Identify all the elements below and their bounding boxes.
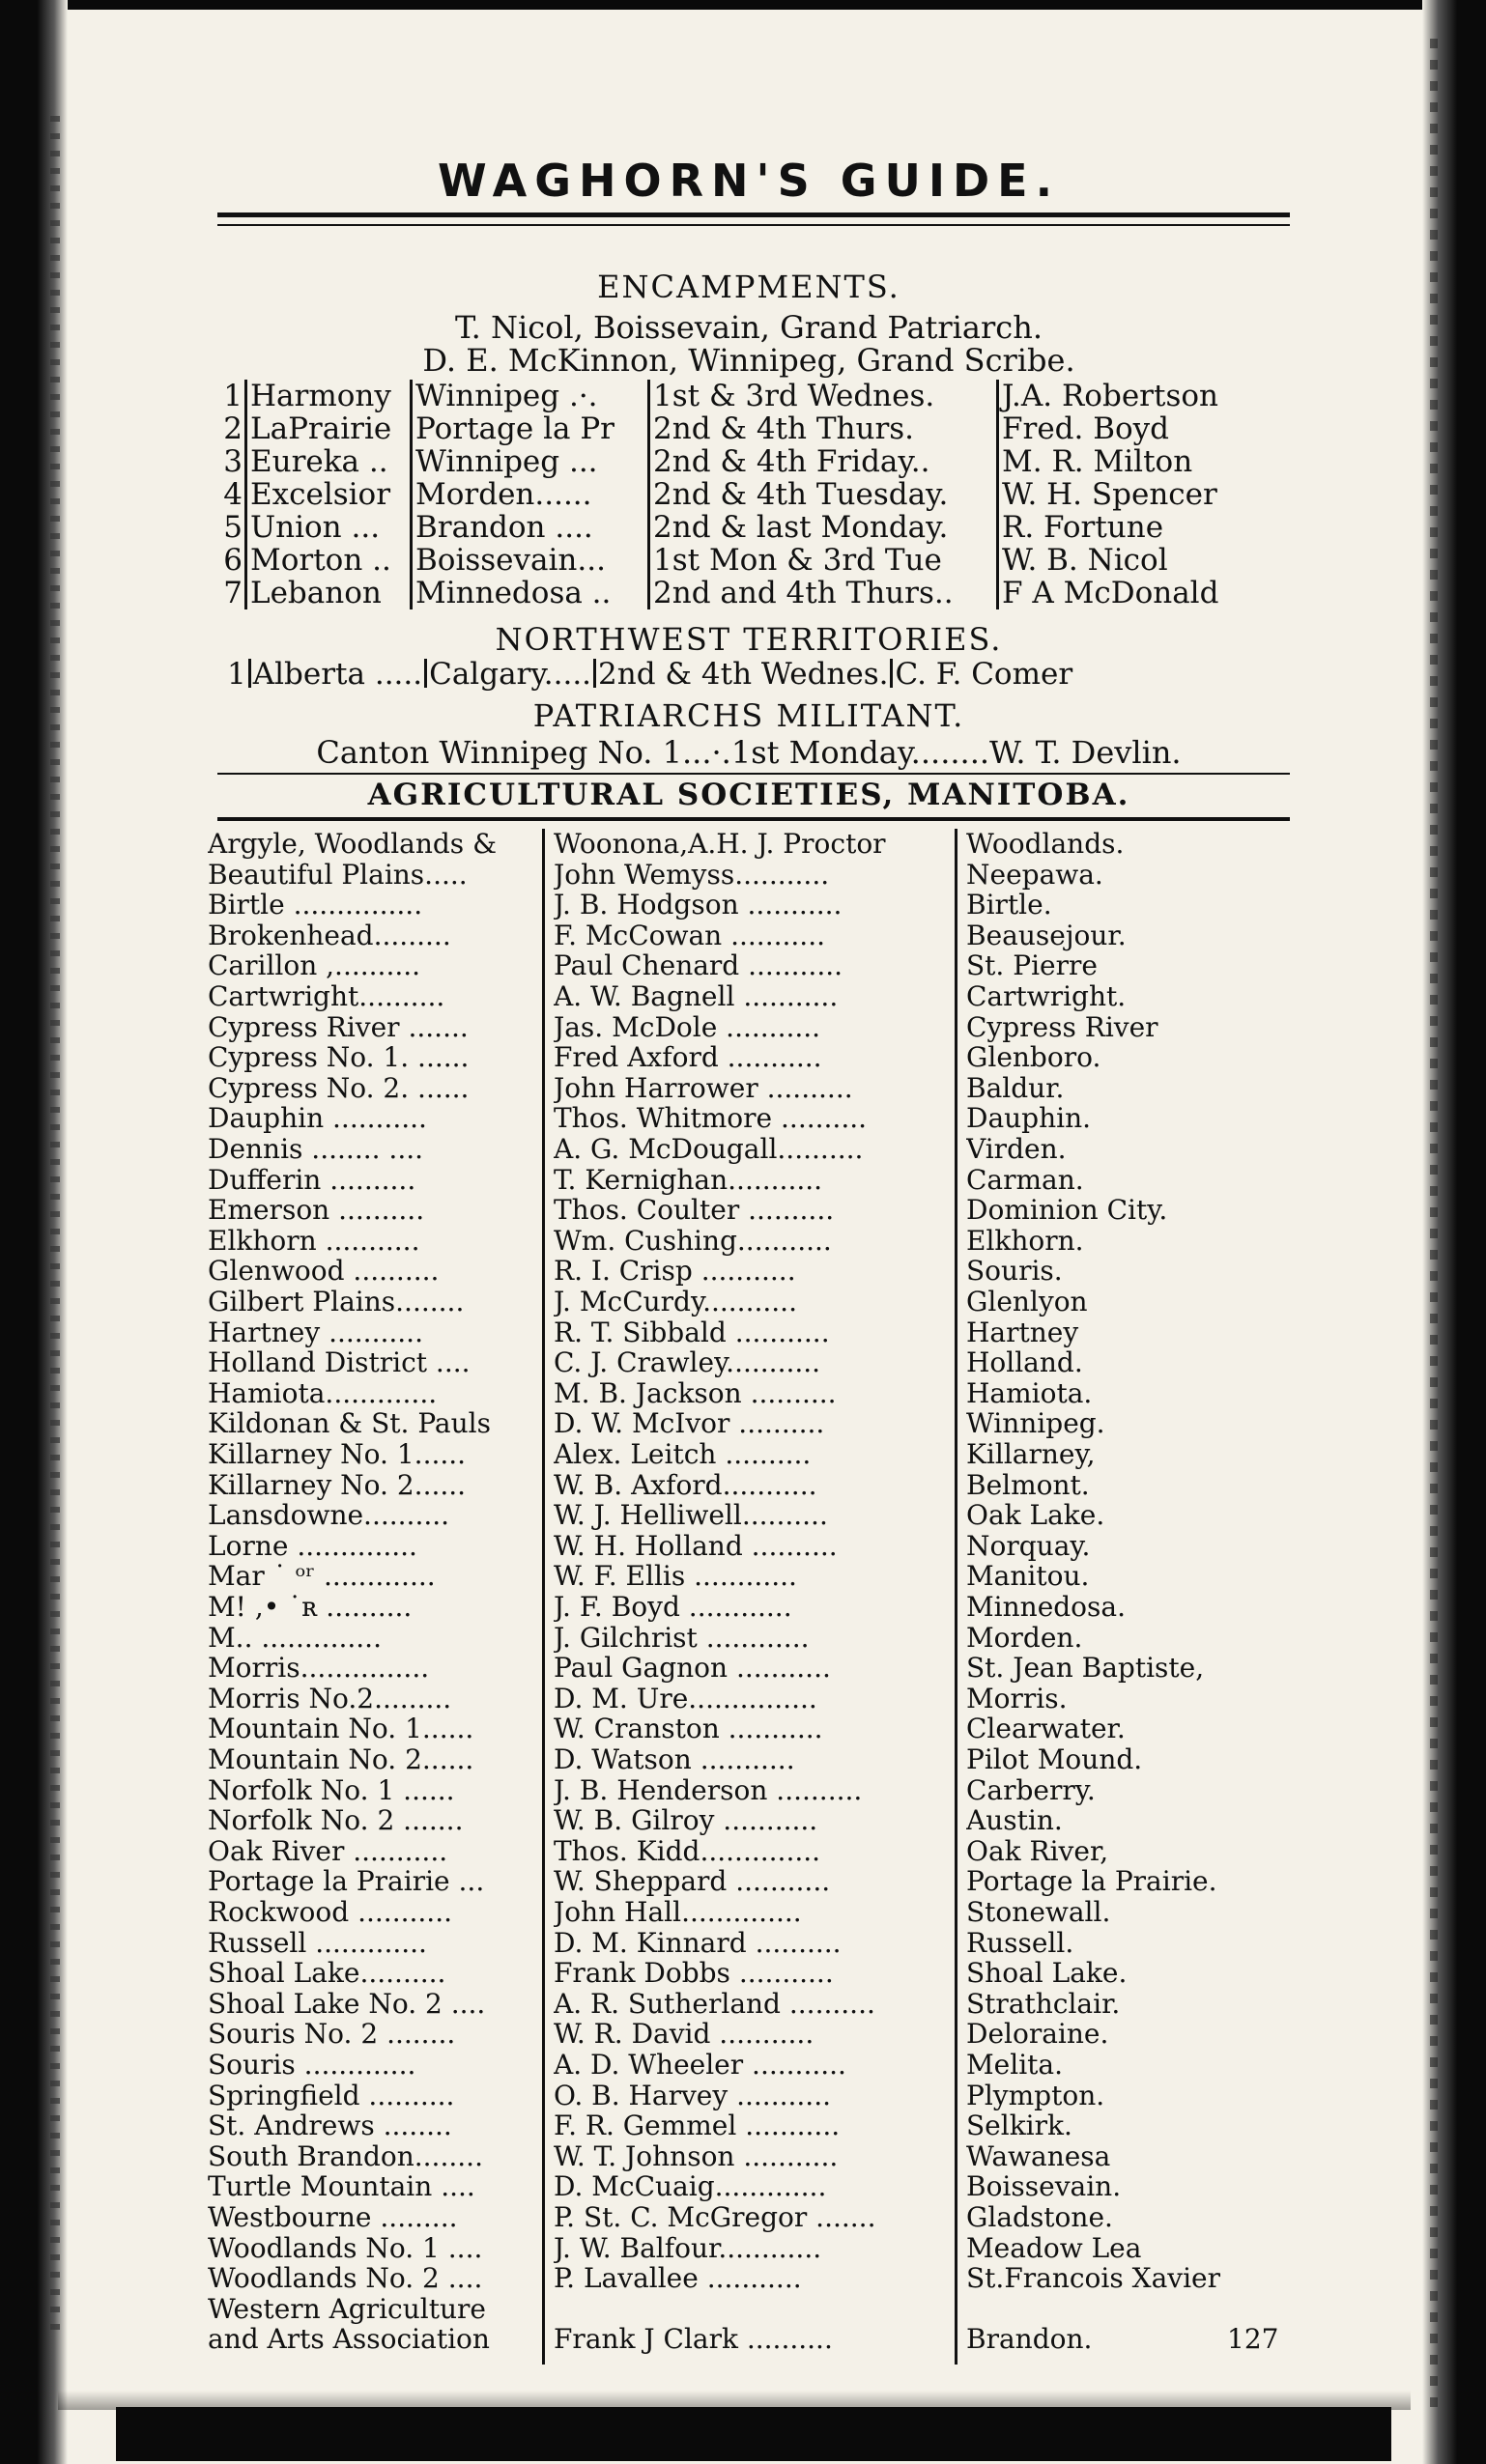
society-place: St. Jean Baptiste, [966,1653,1205,1684]
encampment-rep: Fred. Boyd [998,412,1256,445]
society-row [198,1347,1300,1378]
society-place: Strathclair. [966,1989,1121,2020]
society-society: and Arts Association [208,2324,490,2355]
society-row [198,1805,1300,1836]
society-row [198,2019,1300,2050]
society-society: Beautiful Plains..... [208,860,468,891]
encampments-heading: ENCAMPMENTS. [597,269,900,305]
society-place: Beausejour. [966,920,1127,951]
society-society: Morris No.2......... [208,1684,452,1714]
society-place: Oak Lake. [966,1500,1105,1531]
northwest-place: Calgary..... [429,657,592,692]
encampment-meeting: 2nd and 4th Thurs.. [649,577,998,609]
society-secretary: John Wemyss........... [554,860,830,891]
society-society: Shoal Lake.......... [208,1958,446,1989]
society-society: Springfield .......... [208,2081,455,2111]
northwest-num: 1 [227,657,246,692]
society-row [198,1684,1300,1714]
page-number: 127 [1227,2323,1279,2355]
society-row [198,2324,1300,2355]
society-secretary: R. T. Sibbald ........... [554,1317,830,1348]
northwest-meeting: 2nd & 4th Wednes. [598,657,889,692]
encampments-officer-1: T. Nicol, Boissevain, Grand Patriarch. [455,309,1043,346]
encampment-lodge: Excelsior [246,478,412,511]
encampment-meeting: 2nd & last Monday. [649,511,998,544]
society-secretary: P. Lavallee ........... [554,2263,802,2294]
society-place: Holland. [966,1347,1083,1378]
society-secretary: W. R. David ........... [554,2019,814,2050]
encampment-meeting: 2nd & 4th Tuesday. [649,478,998,511]
society-row [198,1287,1300,1317]
society-society: Hamiota............. [208,1378,438,1409]
society-secretary: Jas. McDole ........... [554,1012,821,1043]
society-place: Souris. [966,1256,1063,1287]
society-society: Mountain No. 2...... [208,1744,474,1775]
society-secretary: Alex. Leitch .......... [554,1439,812,1470]
society-row [198,1470,1300,1501]
society-place: Norquay. [966,1531,1091,1562]
society-place: St.Francois Xavier [966,2263,1220,2294]
society-secretary: A. W. Bagnell ........... [554,981,839,1012]
society-row [198,1775,1300,1806]
society-secretary: C. J. Crawley........... [554,1347,821,1378]
society-place: Stonewall. [966,1897,1111,1928]
society-row [198,2233,1300,2264]
society-place: Russell. [966,1928,1074,1959]
society-secretary: Thos. Coulter .......... [554,1195,835,1226]
society-society: St. Andrews ........ [208,2110,452,2141]
society-secretary: O. B. Harvey ........... [554,2081,831,2111]
society-place: Woodlands. [966,829,1125,860]
society-secretary: W. T. Johnson ........... [554,2141,839,2172]
encampment-rep: R. Fortune [998,511,1256,544]
society-secretary: J. B. Hodgson ........... [554,890,843,920]
scan-edge-bottom [116,2407,1391,2461]
society-place: Portage la Prairie. [966,1866,1217,1897]
encampment-num: 3 [223,444,243,479]
encampment-row [217,380,1255,412]
society-secretary: J. Gilchrist ............ [554,1623,810,1654]
society-row [198,1165,1300,1196]
society-society: Portage la Prairie ... [208,1866,485,1897]
society-secretary: R. I. Crisp ........... [554,1256,796,1287]
society-society: Glenwood .......... [208,1256,440,1287]
column-rule [248,659,251,688]
society-secretary: W. B. Gilroy ........... [554,1805,818,1836]
encampment-row [217,511,1255,544]
society-row [198,1042,1300,1073]
society-secretary: D. Watson ........... [554,1744,795,1775]
society-place: Glenlyon [966,1287,1088,1317]
society-secretary: J. McCurdy........... [554,1287,797,1317]
society-place: Morden. [966,1623,1083,1654]
society-society: Brokenhead......... [208,920,451,951]
society-place: Deloraine. [966,2019,1109,2050]
encampment-meeting: 2nd & 4th Friday.. [649,445,998,478]
society-society: Dauphin ........... [208,1103,427,1134]
society-society: Elkhorn ........... [208,1226,420,1257]
encampment-meeting: 1st & 3rd Wednes. [649,380,998,412]
society-row [198,2202,1300,2233]
encampment-row [217,544,1255,577]
society-row [198,1623,1300,1654]
society-place: Selkirk. [966,2110,1072,2141]
society-place: Birtle. [966,890,1052,920]
society-society: Killarney No. 1...... [208,1439,467,1470]
society-place: Hartney [966,1317,1079,1348]
society-society: Birtle ............... [208,890,423,920]
encampment-rep: F A McDonald [998,577,1256,609]
encampment-place: Winnipeg .·. [412,380,649,412]
society-society: Cartwright.......... [208,981,445,1012]
society-place: Pilot Mound. [966,1744,1143,1775]
society-row [198,1561,1300,1592]
society-secretary: D. M. Kinnard .......... [554,1928,842,1959]
society-secretary: D. W. McIvor .......... [554,1408,825,1439]
society-row [198,1500,1300,1531]
society-society: Emerson .......... [208,1195,425,1226]
northwest-lodge: Alberta ..... [252,657,423,692]
society-secretary: J. F. Boyd ............ [554,1592,792,1623]
encampment-lodge: Morton .. [246,544,412,577]
section-rule-top [217,773,1290,775]
society-row [198,1103,1300,1134]
society-society: Turtle Mountain .... [208,2171,475,2202]
society-row [198,1653,1300,1684]
society-society: Rockwood ........... [208,1897,452,1928]
encampment-place: Minnedosa .. [412,577,649,609]
section-rule-bottom [217,817,1290,821]
society-place: Carberry. [966,1775,1096,1806]
society-place: Killarney, [966,1439,1096,1470]
society-place: Clearwater. [966,1713,1126,1744]
society-secretary: Fred Axford ........... [554,1042,822,1073]
society-secretary: W. Cranston ........... [554,1713,823,1744]
society-place: Baldur. [966,1073,1065,1104]
society-row [198,1378,1300,1409]
society-secretary: P. St. C. McGregor ....... [554,2202,876,2233]
society-place: Meadow Lea [966,2233,1142,2264]
society-secretary: Paul Gagnon ........... [554,1653,831,1684]
society-society: Norfolk No. 2 ....... [208,1805,464,1836]
society-place: Winnipeg. [966,1408,1105,1439]
encampment-rep: J.A. Robertson [998,380,1256,412]
society-society: Norfolk No. 1 ...... [208,1775,455,1806]
society-secretary: F. R. Gemmel ........... [554,2110,841,2141]
encampment-row [217,577,1255,609]
society-society: Gilbert Plains........ [208,1287,465,1317]
society-society: Mar ˙ ᵒʳ ............. [208,1561,436,1592]
society-row [198,890,1300,920]
society-place: Shoal Lake. [966,1958,1128,1989]
society-row [198,950,1300,981]
society-row [198,2263,1300,2294]
encampment-place: Morden...... [412,478,649,511]
column-rule [890,659,893,688]
encampment-rep: W. B. Nicol [998,544,1256,577]
society-secretary: T. Kernighan........... [554,1165,823,1196]
society-society: Cypress River ....... [208,1012,469,1043]
society-secretary: A. G. McDougall.......... [554,1134,864,1165]
society-place: Elkhorn. [966,1226,1084,1257]
society-row [198,1836,1300,1867]
encampment-num: 4 [223,477,243,512]
society-secretary: A. D. Wheeler ........... [554,2050,846,2081]
society-society: Oak River ........... [208,1836,448,1867]
society-row [198,1592,1300,1623]
society-row [198,981,1300,1012]
society-society: Lansdowne.......... [208,1500,450,1531]
society-row [198,1744,1300,1775]
society-secretary: D. McCuaig............. [554,2171,827,2202]
encampment-meeting: 2nd & 4th Thurs. [649,412,998,445]
column-rule [424,659,427,688]
encampment-num: 6 [223,543,243,578]
society-place: Cartwright. [966,981,1127,1012]
society-society: Woodlands No. 2 .... [208,2263,483,2294]
encampment-row [217,445,1255,478]
society-row [198,2141,1300,2172]
society-society: Lorne .............. [208,1531,417,1562]
society-secretary: Thos. Kidd.............. [554,1836,821,1867]
society-row [198,860,1300,891]
society-society: Russell ............. [208,1928,427,1959]
scan-edge-left-texture [50,116,60,2337]
society-place: Hamiota. [966,1378,1093,1409]
society-secretary: J. W. Balfour............ [554,2233,822,2264]
society-society: Souris ............. [208,2050,416,2081]
encampment-num: 2 [223,411,243,446]
society-society: Mountain No. 1...... [208,1713,474,1744]
society-row [198,1897,1300,1928]
society-secretary: W. F. Ellis ............ [554,1561,797,1592]
society-secretary: A. R. Sutherland .......... [554,1989,875,2020]
society-place: Brandon. [966,2324,1093,2355]
encampment-lodge: LaPrairie [246,412,412,445]
society-place: Dominion City. [966,1195,1168,1226]
encampment-lodge: Union ... [246,511,412,544]
society-secretary: D. M. Ure............... [554,1684,817,1714]
society-row [198,1989,1300,2020]
society-secretary: F. McCowan ........... [554,920,825,951]
society-place: St. Pierre [966,950,1098,981]
society-row [198,1408,1300,1439]
header-rule-thick [217,212,1290,217]
society-society: M.. .............. [208,1623,382,1654]
society-place: Glenboro. [966,1042,1101,1073]
society-secretary: W. H. Holland .......... [554,1531,838,1562]
society-society: Woodlands No. 1 .... [208,2233,483,2264]
society-row [198,1226,1300,1257]
encampment-place: Winnipeg ... [412,445,649,478]
society-place: Dauphin. [966,1103,1092,1134]
society-secretary: M. B. Jackson .......... [554,1378,837,1409]
encampment-rep: W. H. Spencer [998,478,1256,511]
northwest-row [227,657,1072,692]
society-place: Manitou. [966,1561,1090,1592]
encampment-num: 7 [223,576,243,610]
society-secretary: Frank J Clark .......... [554,2324,833,2355]
society-secretary: Wm. Cushing........... [554,1226,832,1257]
society-society: Shoal Lake No. 2 .... [208,1989,486,2020]
patriarchs-line: Canton Winnipeg No. 1...·.1st Monday........W. T. Devlin. [316,734,1182,771]
society-society: Carillon ,.......... [208,950,421,981]
encampments-table [217,380,1255,609]
society-place: Minnedosa. [966,1592,1127,1623]
society-row [198,1928,1300,1959]
column-rule [593,659,596,688]
society-place: Carman. [966,1165,1084,1196]
society-row [198,2081,1300,2111]
society-secretary: J. B. Henderson .......... [554,1775,863,1806]
society-row [198,1195,1300,1226]
society-society: Kildonan & St. Pauls [208,1408,491,1439]
society-secretary: W. J. Helliwell.......... [554,1500,828,1531]
society-society: Dennis ........ .... [208,1134,424,1165]
society-secretary: W. B. Axford........... [554,1470,817,1501]
encampment-row [217,478,1255,511]
encampments-officer-2: D. E. McKinnon, Winnipeg, Grand Scribe. [422,342,1075,379]
society-society: South Brandon........ [208,2141,483,2172]
society-row [198,2171,1300,2202]
society-place: Boissevain. [966,2171,1122,2202]
society-society: Souris No. 2 ........ [208,2019,456,2050]
society-secretary: W. Sheppard ........... [554,1866,831,1897]
encampment-lodge: Lebanon [246,577,412,609]
society-society: Killarney No. 2...... [208,1470,467,1501]
society-society: M! ,• ˙ʀ .......... [208,1592,413,1623]
society-row [198,1713,1300,1744]
society-society: Argyle, Woodlands & [208,829,497,860]
patriarchs-heading: PATRIARCHS MILITANT. [532,697,965,734]
running-header: WAGHORN'S GUIDE. [437,155,1061,207]
header-rule-thin [217,224,1290,226]
society-place: Wawanesa [966,2141,1111,2172]
encampment-lodge: Eureka .. [246,445,412,478]
society-place: Cypress River [966,1012,1158,1043]
society-row [198,1073,1300,1104]
society-secretary: Thos. Whitmore .......... [554,1103,868,1134]
society-place: Belmont. [966,1470,1090,1501]
society-secretary: Frank Dobbs ........... [554,1958,834,1989]
society-row [198,2110,1300,2141]
encampment-lodge: Harmony [246,380,412,412]
encampment-num: 1 [223,379,243,413]
society-row [198,1256,1300,1287]
society-row [198,1134,1300,1165]
encampment-row [217,412,1255,445]
society-society: Cypress No. 1. ...... [208,1042,470,1073]
society-place: Neepawa. [966,860,1103,891]
encampment-num: 5 [223,510,243,545]
scan-edge-right-texture [1430,39,1438,2415]
society-secretary: John Harrower .......... [554,1073,853,1104]
society-society: Western Agriculture [208,2294,486,2325]
society-place: Austin. [966,1805,1063,1836]
scan-edge-top [0,0,1486,10]
society-row [198,1317,1300,1348]
society-row [198,2294,1300,2325]
society-secretary: Paul Chenard ........... [554,950,843,981]
society-society: Dufferin .......... [208,1165,416,1196]
agricultural-heading: AGRICULTURAL SOCIETIES, MANITOBA. [367,778,1130,812]
society-society: Westbourne ......... [208,2202,458,2233]
society-society: Holland District .... [208,1347,471,1378]
society-place: Gladstone. [966,2202,1113,2233]
society-row [198,829,1300,860]
society-place: Oak River, [966,1836,1109,1867]
encampment-place: Brandon .... [412,511,649,544]
society-place: Virden. [966,1134,1067,1165]
society-row [198,920,1300,951]
encampment-place: Boissevain... [412,544,649,577]
society-place: Melita. [966,2050,1063,2081]
society-place: Morris. [966,1684,1068,1714]
society-secretary: John Hall.............. [554,1897,802,1928]
society-society: Morris............... [208,1653,430,1684]
encampment-rep: M. R. Milton [998,445,1256,478]
society-row [198,1531,1300,1562]
society-row [198,2050,1300,2081]
encampment-place: Portage la Pr [412,412,649,445]
encampment-meeting: 1st Mon & 3rd Tue [649,544,998,577]
society-row [198,1866,1300,1897]
society-place: Plympton. [966,2081,1105,2111]
society-row [198,1439,1300,1470]
society-society: Hartney ........... [208,1317,423,1348]
society-society: Cypress No. 2. ...... [208,1073,470,1104]
northwest-heading: NORTHWEST TERRITORIES. [495,621,1003,658]
society-secretary: Woonona,A.H. J. Proctor [554,829,886,860]
northwest-rep: C. F. Comer [895,657,1073,692]
society-row [198,1012,1300,1043]
society-row [198,1958,1300,1989]
